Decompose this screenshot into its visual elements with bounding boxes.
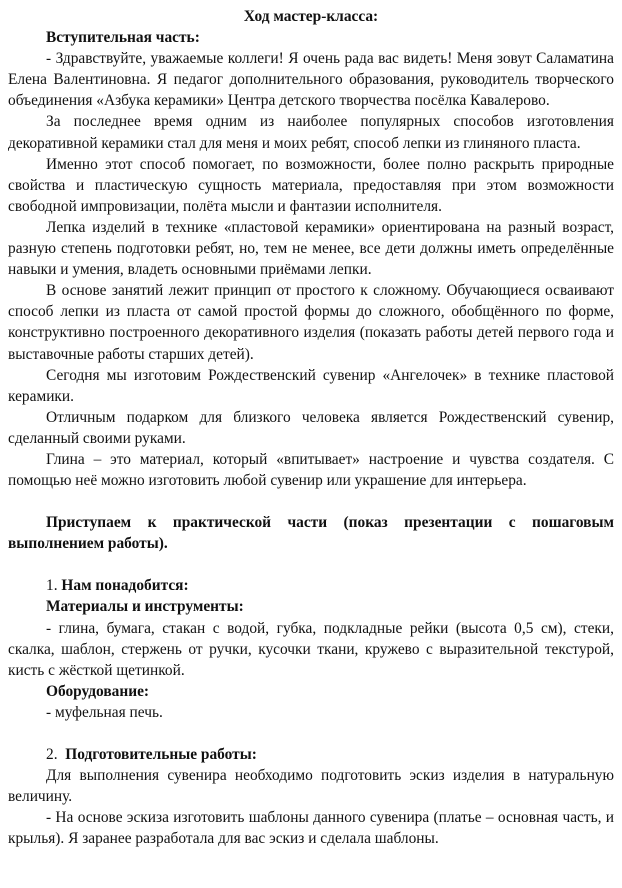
materials-text: - глина, бумага, стакан с водой, губка, подкладные рейки (высота 0,5 см), стеки, скалка, шаблон, стержень от ручки, кусочки ткани, кружево с выразительной текстурой, кисть с жёсткой щетинкой. [8, 619, 614, 679]
equipment-heading: Оборудование: [46, 682, 150, 700]
section2-number: 2. [46, 746, 58, 763]
intro-paragraph: Именно этот способ помогает, по возможности, более полно раскрыть природные свойства и пластическую сущность материала, предоставляя при этом возможности свободной импровизации, полёта мысли и фантазии исполнителя. [8, 155, 614, 215]
intro-paragraph: - Здравствуйте, уважаемые коллеги! Я очень рада вас видеть! Меня зовут Саламатина Елена Валентиновна. Я педагог дополнительного образования, руководитель творческого объединения «Азбука керамики» Центра детского творчества посёлка Кавалерово. [8, 50, 614, 110]
spacer [8, 554, 614, 575]
intro-heading: Вступительная часть: [46, 29, 200, 47]
document-title: Ход мастер-класса: [243, 8, 379, 25]
section2-paragraph: Для выполнения сувенира необходимо подготовить эскиз изделия в натуральную величину. [8, 767, 614, 806]
spacer [8, 491, 614, 512]
section1-title: Нам понадобится: [61, 577, 189, 595]
intro-paragraph: В основе занятий лежит принцип от простого к сложному. Обучающиеся осваивают способ лепки из пласта от самой простой формы до сложного, обобщённого по форме, конструктивно построенного декоративного изделия (показать работы детей первого года и выставочные работы старших детей). [8, 282, 614, 363]
intro-paragraph: Лепка изделий в технике «пластовой керамики» ориентирована на разный возраст, разную степень подготовки ребят, но, тем не менее, все дети должны иметь определённые навыки и умения, владеть основными приёмами лепки. [8, 218, 614, 279]
intro-paragraph: Сегодня мы изготовим Рождественский сувенир «Ангелочек» в технике пластовой керамики. [8, 366, 614, 405]
section2-title: Подготовительные работы: [65, 746, 257, 763]
intro-paragraph: Отличным подарком для близкого человека является Рождественский сувенир, сделанный своими руками. [8, 408, 614, 447]
section1-number: 1. [46, 577, 58, 595]
section1-heading [8, 575, 614, 596]
intro-paragraph: За последнее время одним из наиболее популярных способов изготовления декоративной керамики стал для меня и моих ребят, способ лепки из глиняного пласта. [8, 113, 614, 152]
spacer [8, 723, 614, 744]
equipment-text: - муфельная печь. [46, 703, 163, 721]
section2-paragraph: - На основе эскиза изготовить шаблоны данного сувенира (платье – основная часть, и крылья). Я заранее разработала для вас эскиз и сделала шаблоны. [8, 809, 614, 848]
section2-heading [8, 744, 614, 765]
intro-paragraph: Глина – это материал, который «впитывает» настроение и чувства создателя. С помощью неё можно изготовить любой сувенир или украшение для интерьера. [8, 450, 614, 490]
practice-heading: Приступаем к практической части (показ презентации с пошаговым выполнением работы). [8, 514, 614, 553]
materials-heading: Материалы и инструменты: [46, 598, 244, 616]
